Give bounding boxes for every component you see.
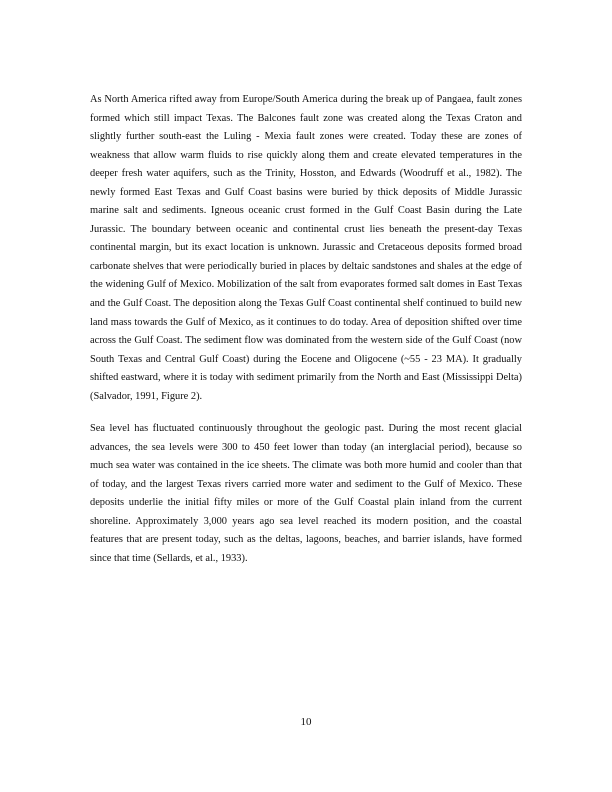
body-paragraph-1: As North America rifted away from Europe/South America during the break up of Pangaea, fault zones formed which still impact Texas. The Balcones fault zone was created along the Texas Craton and slightly further south-east the Luling - Mexia fault zones were created. Today these are zones of weakness that allow warm fluids to rise quickly along them and create elevated temperatures in the deeper fresh water aquifers, such as the Trinity, Hosston, and Edwards (Woodruff et al., 1982). The newly formed East Texas and Gulf Coast basins were buried by thick deposits of Middle Jurassic marine salt and sediments. Igneous oceanic crust formed in the Gulf Coast Basin during the Late Jurassic. The boundary between oceanic and continental crust lies beneath the present-day Texas continental margin, but its exact location is unknown. Jurassic and Cretaceous deposits formed broad carbonate shelves that were periodically buried in places by deltaic sandstones and shales at the edge of the widening Gulf of Mexico. Mobilization of the salt from evaporates formed salt domes in East Texas and the Gulf Coast. The deposition along the Texas Gulf Coast continental shelf continued to build new land mass towards the Gulf of Mexico, as it continues to do today. Area of deposition shifted over time across the Gulf Coast. The sediment flow was dominated from the western side of the Gulf Coast (now South Texas and Central Gulf Coast) during the Eocene and Oligocene (~55 - 23 MA). It gradually shifted eastward, where it is today with sediment primarily from the North and East (Mississippi Delta) (Salvador, 1991, Figure 2). <box>90 94 522 402</box>
body-paragraph-2: Sea level has fluctuated continuously throughout the geologic past. During the most recent glacial advances, the sea levels were 300 to 450 feet lower than today (an interglacial period), because so much sea water was contained in the ice sheets. The climate was both more humid and cooler than that of today, and the largest Texas rivers carried more water and sediment to the Gulf of Mexico. These deposits underlie the initial fifty miles or more of the Gulf Coastal plain inland from the current shoreline. Approximately 3,000 years ago sea level reached its modern position, and the coastal features that are present today, such as the deltas, lagoons, beaches, and barrier islands, have formed since that time (Sellards, et al., 1933). <box>90 423 522 564</box>
page-number: 10 <box>300 716 312 728</box>
